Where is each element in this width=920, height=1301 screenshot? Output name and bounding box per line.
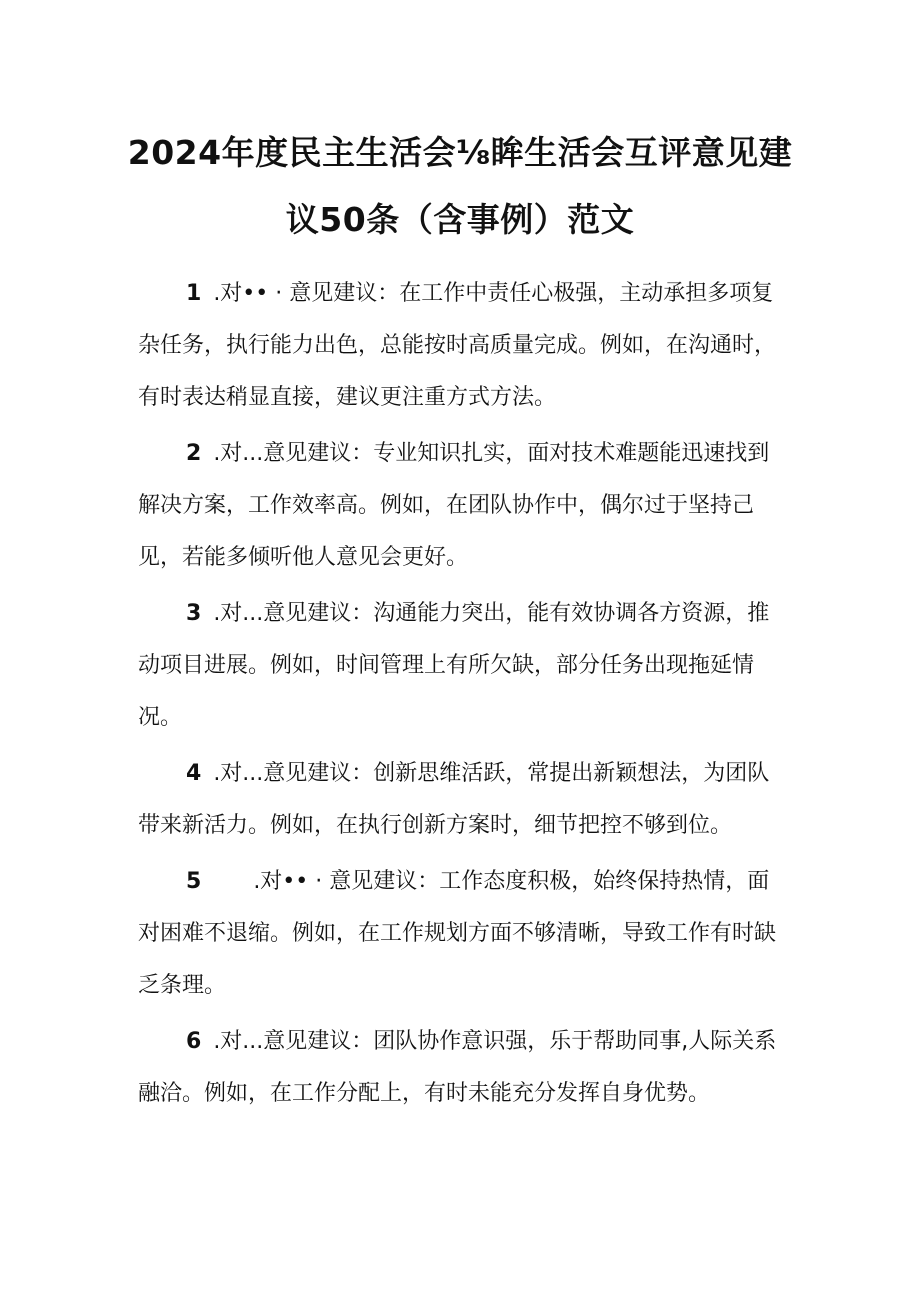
document-title-line-1: 2024年度民主生活会⅛眸生活会互评意见建 [127,133,793,172]
suggestion-item-6 [138,1016,788,1120]
suggestion-text: .对•• · 意见建议：在工作中责任心极强，主动承担多项复杂任务，执行能力出色，总能按时高质量完成。例如，在沟通时，有时表达稍显直接，建议更注重方式方法。 [138,281,777,410]
suggestion-text: .对...意见建议：沟通能力突出，能有效协调各方资源，推动项目进展。例如，时间管理上有所欠缺，部分任务出现拖延情况。 [138,601,770,730]
document-title-line-2: 议50条（含事例）范文 [285,200,635,239]
suggestion-item-1 [138,268,788,424]
suggestion-text: .对...意见建议：创新思维活跃，常提出新颖想法，为团队带来新活力。例如，在执行创新方案时，细节把控不够到位。 [138,761,770,838]
suggestion-number: 4 [186,761,202,786]
suggestion-list [138,268,788,1124]
suggestion-number: 1 [186,281,202,306]
suggestion-number: 2 [186,441,202,466]
suggestion-number: 3 [186,601,202,626]
suggestion-text: .对•• · 意见建议：工作态度积极，始终保持热情，面对困难不退缩。例如，在工作规划方面不够清晰，导致工作有时缺乏条理。 [138,869,777,998]
suggestion-item-4 [138,748,788,852]
suggestion-text: .对...意见建议：专业知识扎实，面对技术难题能迅速找到解决方案，工作效率高。例如，在团队协作中，偶尔过于坚持己见，若能多倾听他人意见会更好。 [138,441,770,570]
suggestion-text: .对...意见建议：团队协作意识强，乐于帮助同事,人际关系融洽。例如，在工作分配上，有时未能充分发挥自身优势。 [138,1029,777,1106]
suggestion-number: 5 [186,869,202,894]
suggestion-number: 6 [186,1029,202,1054]
suggestion-item-5 [138,856,788,1012]
suggestion-item-3 [138,588,788,744]
suggestion-item-2 [138,428,788,584]
